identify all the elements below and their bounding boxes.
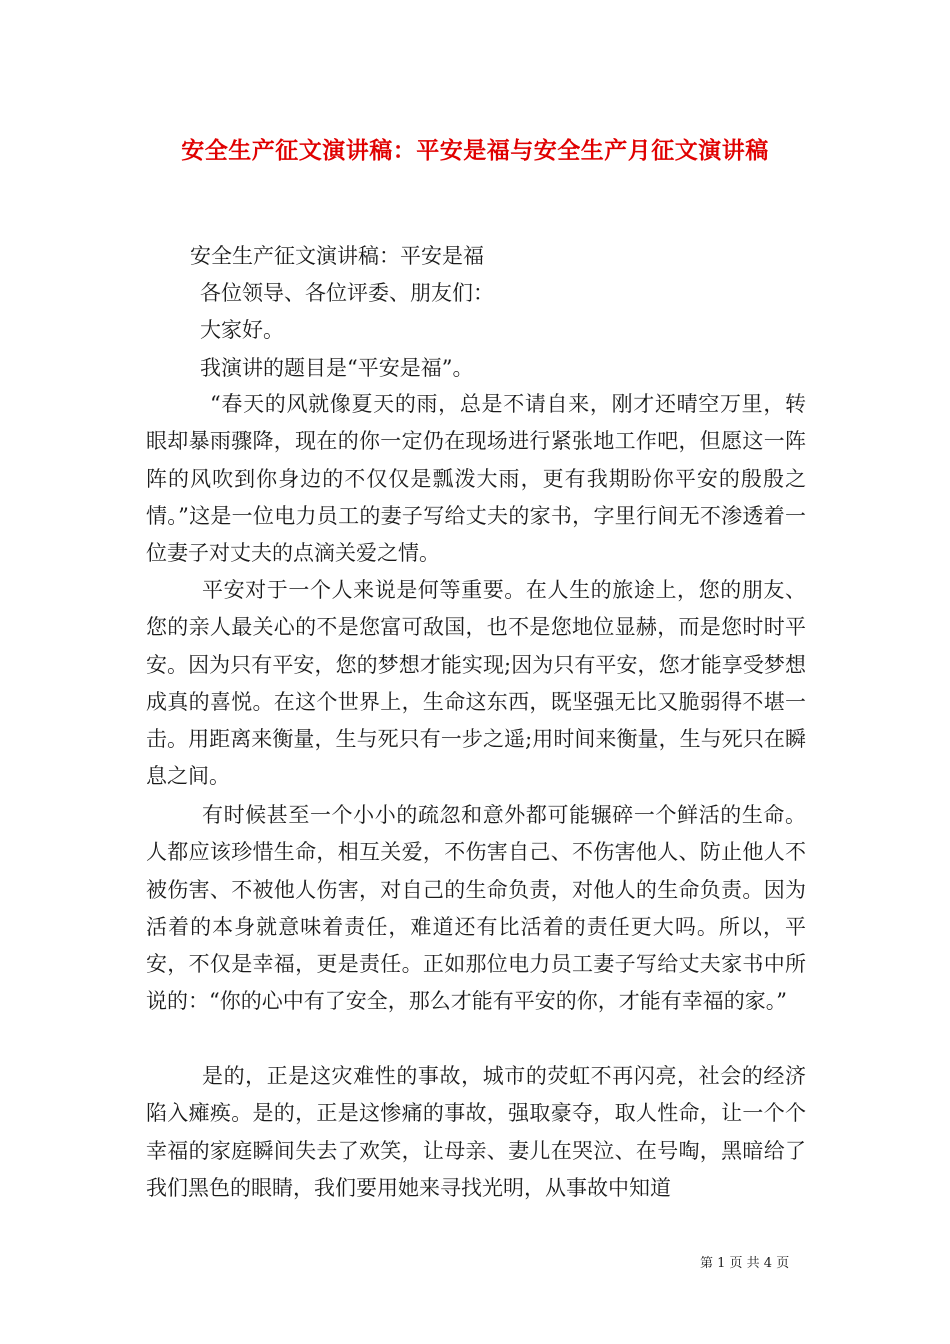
body-paragraph: “春天的风就像夏天的雨，总是不请自来，刚才还晴空万里，转眼却暴雨骤降，现在的你一定仍在现场进行紧张地工作吧，但愿这一阵阵的风吹到你身边的不仅仅是瓢泼大雨，更有我期盼你平安的殷殷之情。”这是一位电力员工的妻子写给丈夫的家书，字里行间无不渗透着一位妻子对丈夫的点滴关爱之情。 [146,392,806,566]
topic-line: 我演讲的题目是“平安是福”。 [200,356,474,380]
body-paragraph: 平安对于一个人来说是何等重要。在人生的旅途上，您的朋友、您的亲人最关心的不是您富可敌国，也不是您地位显赫，而是您时时平安。因为只有平安，您的梦想才能实现;因为只有平安，您才能享受梦想成真的喜悦。在这个世界上，生命这东西，既坚强无比又脆弱得不堪一击。用距离来衡量，生与死只有一步之遥;用时间来衡量，生与死只在瞬息之间。 [146,578,806,789]
document-title: 安全生产征文演讲稿：平安是福与安全生产月征文演讲稿 [181,137,769,164]
page-number: 第 1 页 共 4 页 [700,1256,790,1271]
document-subtitle: 安全生产征文演讲稿：平安是福 [190,244,484,268]
hello-line: 大家好。 [200,318,284,342]
body-paragraph: 有时候甚至一个小小的疏忽和意外都可能辗碎一个鲜活的生命。人都应该珍惜生命，相互关爱，不伤害自己、不伤害他人、防止他人不被伤害、不被他人伤害，对自己的生命负责，对他人的生命负责。因为活着的本身就意味着责任，难道还有比活着的责任更大吗。所以，平安，不仅是幸福，更是责任。正如那位电力员工妻子写给丈夫家书中所说的：“你的心中有了安全，那么才能有平安的你，才能有幸福的家。” [146,803,806,1014]
greeting-line: 各位领导、各位评委、朋友们： [200,281,494,305]
body-paragraph: 是的，正是这灾难性的事故，城市的荧虹不再闪亮，社会的经济陷入瘫痪。是的，正是这惨痛的事故，强取豪夺，取人性命，让一个个幸福的家庭瞬间失去了欢笑，让母亲、妻儿在哭泣、在号啕，黑暗给了我们黑色的眼睛，我们要用她来寻找光明，从事故中知道 [146,1064,806,1200]
